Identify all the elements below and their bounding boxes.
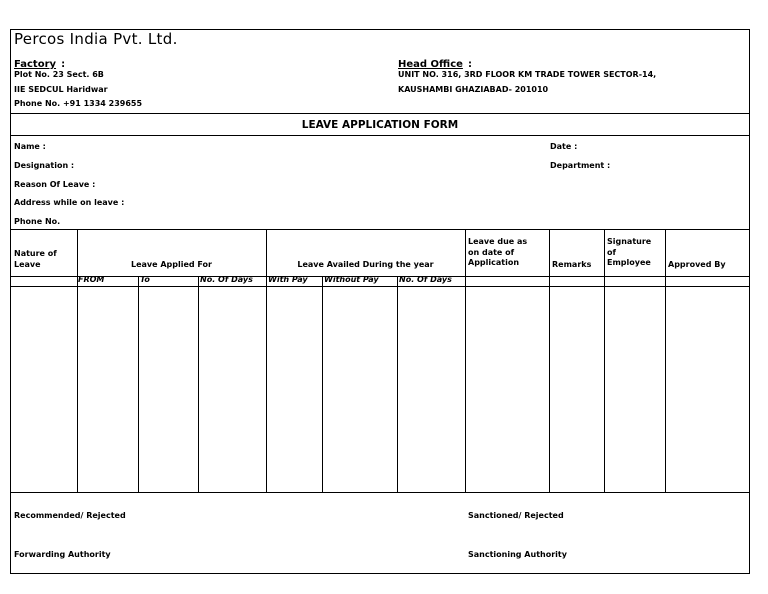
subheader-no-of-days-availed: No. Of Days — [399, 275, 452, 284]
factory-address-line1: Plot No. 23 Sect. 6B — [14, 70, 104, 79]
header-leave-due — [468, 237, 527, 269]
factory-address-line2: IIE SEDCUL Haridwar — [14, 85, 108, 94]
header-signature-line3: Employee — [607, 258, 651, 267]
form-title: LEAVE APPLICATION FORM — [301, 119, 459, 131]
table-top-border — [11, 229, 749, 230]
date-field: Date : — [550, 142, 578, 151]
leave-application-form — [10, 29, 750, 574]
reason-field: Reason Of Leave : — [14, 180, 96, 189]
company-name: Percos India Pvt. Ltd. — [14, 30, 178, 48]
sanctioned-rejected-label: Sanctioned/ Rejected — [468, 511, 564, 520]
header-signature-line2: of — [607, 247, 616, 257]
factory-phone: Phone No. +91 1334 239655 — [14, 99, 143, 108]
office-heading-row — [398, 52, 472, 71]
header-signature-line1: Signature — [607, 237, 652, 246]
header-leave-due-line3: Application — [468, 258, 520, 267]
column-divider — [322, 276, 323, 492]
subheader-no-of-days-applied: No. Of Days — [200, 275, 253, 284]
designation-field: Designation : — [14, 161, 75, 170]
table-bottom-border — [11, 492, 749, 493]
office-colon: : — [468, 59, 472, 70]
header-leave-due-line2: on date of — [468, 247, 515, 257]
factory-heading-row — [14, 52, 65, 71]
recommended-rejected-label: Recommended/ Rejected — [14, 511, 126, 520]
office-address-line2: KAUSHAMBI GHAZIABAD- 201010 — [398, 85, 549, 94]
header-leave-applied: Leave Applied For — [131, 260, 212, 269]
office-heading: Head Office — [398, 59, 463, 70]
table-subheader-border — [11, 276, 749, 277]
factory-colon: : — [61, 59, 66, 70]
column-divider — [665, 229, 666, 492]
header-nature-line2: Leave — [14, 260, 41, 269]
subheader-to: To — [140, 275, 150, 284]
subheader-from: FROM — [78, 275, 105, 284]
column-divider — [397, 276, 398, 492]
column-divider — [138, 276, 139, 492]
header-nature-of-leave — [14, 248, 57, 270]
column-divider — [604, 229, 605, 492]
divider — [11, 135, 749, 136]
header-signature — [607, 237, 651, 269]
divider — [11, 113, 749, 114]
office-address-line1: UNIT NO. 316, 3RD FLOOR KM TRADE TOWER SECTOR-14, — [398, 70, 657, 79]
forwarding-authority-label: Forwarding Authority — [14, 550, 111, 559]
column-divider — [198, 276, 199, 492]
subheader-with-pay: With Pay — [268, 275, 308, 284]
column-divider — [465, 229, 466, 492]
name-field: Name : — [14, 142, 46, 151]
phone-field: Phone No. — [14, 217, 61, 226]
header-remarks: Remarks — [552, 260, 592, 269]
department-field: Department : — [550, 161, 611, 170]
header-leave-due-line1: Leave due as — [468, 237, 528, 246]
header-approved-by: Approved By — [668, 260, 726, 269]
factory-heading: Factory — [14, 59, 57, 70]
address-field: Address while on leave : — [14, 198, 125, 207]
column-divider — [549, 229, 550, 492]
header-leave-availed: Leave Availed During the year — [297, 260, 434, 269]
subheader-without-pay: Without Pay — [324, 275, 379, 284]
header-nature-line1: Nature of — [14, 249, 57, 258]
table-header-bottom-border — [11, 286, 749, 287]
sanctioning-authority-label: Sanctioning Authority — [468, 550, 567, 559]
